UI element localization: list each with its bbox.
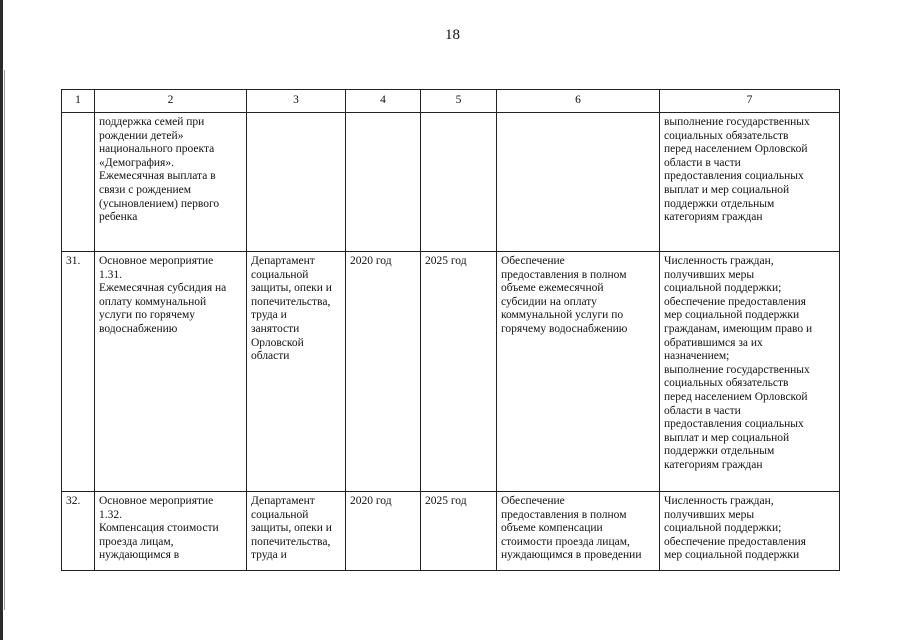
column-header: 7 xyxy=(660,90,840,113)
measure-name-cell: поддержка семей при рождении детей» национального проекта «Демография». Ежемесячная выплата в связи с рождением (усыновлением) первого ребенка xyxy=(95,113,247,252)
column-header: 2 xyxy=(95,90,247,113)
page-number: 18 xyxy=(445,27,460,43)
end-year-cell: 2025 год xyxy=(421,492,497,571)
table-row xyxy=(62,113,840,252)
column-header: 3 xyxy=(247,90,346,113)
row-number-cell: 32. xyxy=(62,492,95,571)
column-header: 1 xyxy=(62,90,95,113)
executor-cell: Департамент социальной защиты, опеки и попечительства, труда и занятости Орловской области xyxy=(247,252,346,492)
indicators-cell: Численность граждан, получивших меры социальной поддержки; обеспечение предоставления мер социальной поддержки xyxy=(660,492,840,571)
column-header: 5 xyxy=(421,90,497,113)
row-number-cell: 31. xyxy=(62,252,95,492)
expected-result-cell: Обеспечение предоставления в полном объеме компенсации стоимости проезда лицам, нуждающимся в проведении xyxy=(497,492,660,571)
executor-cell: Департамент социальной защиты, опеки и попечительства, труда и xyxy=(247,492,346,571)
end-year-cell xyxy=(421,113,497,252)
table-row xyxy=(62,252,840,492)
indicators-cell: выполнение государственных социальных обязательств перед населением Орловской области в части предоставления социальных выплат и мер социальной поддержки отдельным категориям граждан xyxy=(660,113,840,252)
row-number-cell xyxy=(62,113,95,252)
table-row xyxy=(62,492,840,571)
end-year-cell: 2025 год xyxy=(421,252,497,492)
start-year-cell xyxy=(346,113,421,252)
expected-result-cell xyxy=(497,113,660,252)
measures-table xyxy=(61,89,840,571)
table-header-row xyxy=(62,90,840,113)
scan-edge-line xyxy=(4,70,5,610)
executor-cell xyxy=(247,113,346,252)
expected-result-cell: Обеспечение предоставления в полном объеме ежемесячной субсидии на оплату коммунальной услуги по горячему водоснабжению xyxy=(497,252,660,492)
measure-name-cell: Основное мероприятие 1.32. Компенсация стоимости проезда лицам, нуждающимся в xyxy=(95,492,247,571)
scan-edge xyxy=(0,0,3,640)
indicators-cell: Численность граждан, получивших меры социальной поддержки; обеспечение предоставления мер социальной поддержки гражданам, имеющим право и обратившимся за их назначением; выполнение государственных социальных обязательств перед населением Орловской области в части предоставления социальных выплат и мер социальной поддержки отдельным категориям граждан xyxy=(660,252,840,492)
start-year-cell: 2020 год xyxy=(346,252,421,492)
column-header: 4 xyxy=(346,90,421,113)
column-header: 6 xyxy=(497,90,660,113)
start-year-cell: 2020 год xyxy=(346,492,421,571)
measure-name-cell: Основное мероприятие 1.31. Ежемесячная субсидия на оплату коммунальной услуги по горячему водоснабжению xyxy=(95,252,247,492)
